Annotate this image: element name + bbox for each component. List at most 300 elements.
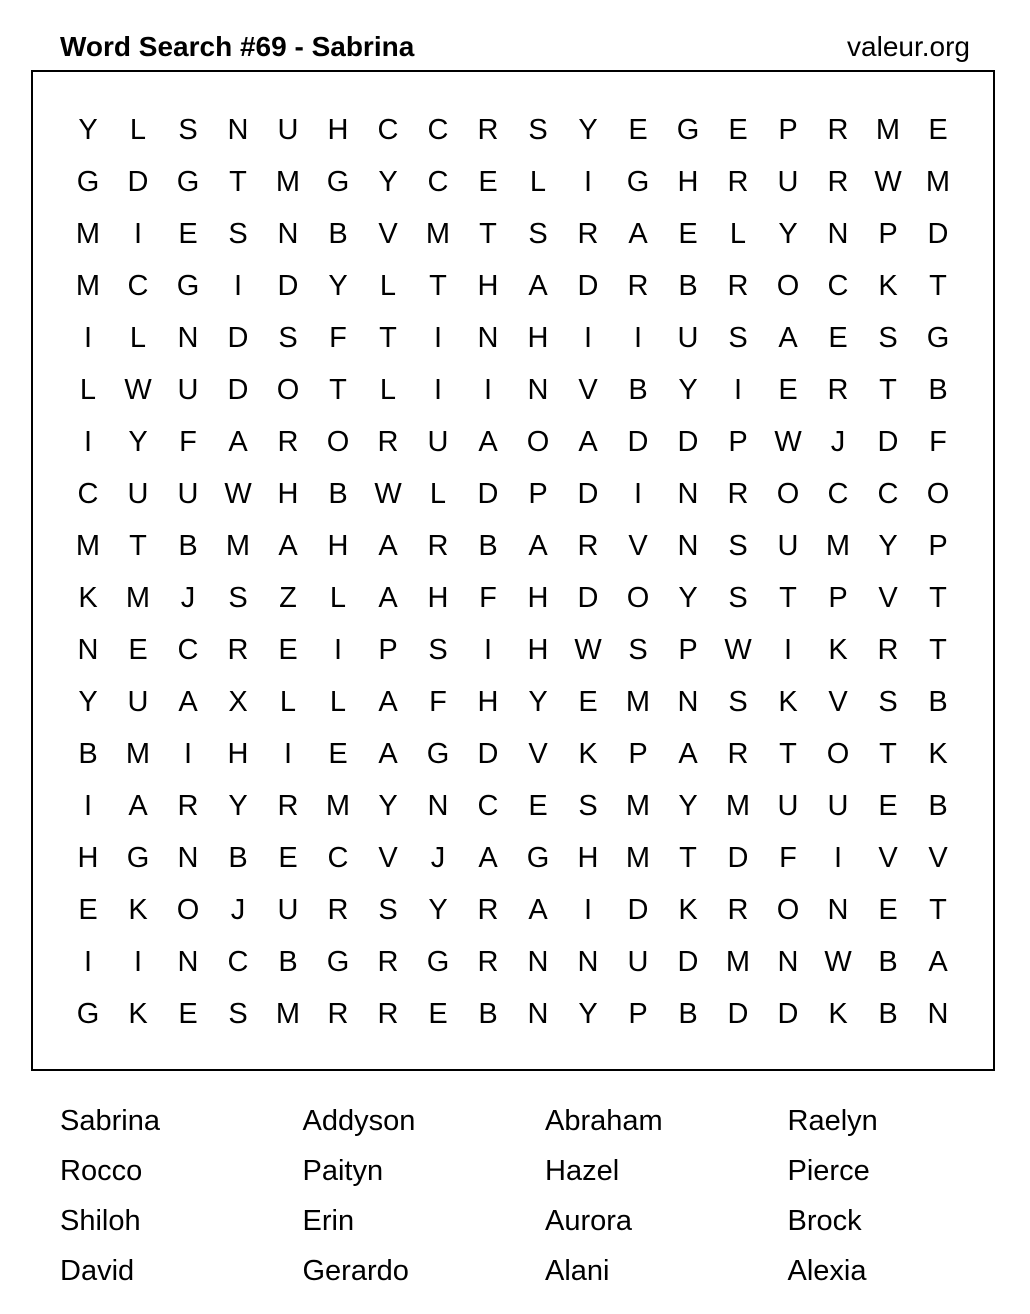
grid-letter[interactable]: H [427, 582, 449, 614]
grid-letter[interactable]: H [477, 686, 499, 718]
grid-letter[interactable]: R [827, 374, 849, 406]
grid-letter[interactable]: N [277, 218, 299, 250]
grid-letter[interactable]: T [879, 738, 897, 770]
grid-letter[interactable]: P [528, 478, 548, 510]
grid-letter[interactable]: X [228, 686, 248, 718]
grid-letter[interactable]: B [878, 998, 898, 1030]
grid-letter[interactable]: T [929, 270, 947, 302]
grid-letter[interactable]: U [777, 790, 799, 822]
grid-letter[interactable]: A [578, 426, 598, 458]
grid-letter[interactable]: M [825, 530, 851, 562]
grid-letter[interactable]: E [178, 218, 198, 250]
grid-letter[interactable]: A [478, 426, 498, 458]
grid-letter[interactable]: P [828, 582, 848, 614]
grid-letter[interactable]: G [426, 738, 450, 770]
grid-letter[interactable]: Y [878, 530, 898, 562]
grid-letter[interactable]: I [133, 946, 143, 978]
grid-letter[interactable]: Y [678, 374, 698, 406]
grid-letter[interactable]: R [727, 478, 749, 510]
grid-letter[interactable]: D [227, 322, 249, 354]
grid-letter[interactable]: B [228, 842, 248, 874]
grid-letter[interactable]: I [183, 738, 193, 770]
grid-letter[interactable]: V [378, 218, 398, 250]
grid-letter[interactable]: M [725, 946, 751, 978]
grid-letter[interactable]: I [483, 634, 493, 666]
grid-letter[interactable]: P [778, 114, 798, 146]
grid-letter[interactable]: C [127, 270, 149, 302]
grid-letter[interactable]: R [277, 426, 299, 458]
grid-letter[interactable]: B [928, 686, 948, 718]
grid-letter[interactable]: D [927, 218, 949, 250]
grid-letter[interactable]: I [483, 374, 493, 406]
grid-letter[interactable]: C [827, 270, 849, 302]
grid-letter[interactable]: C [177, 634, 199, 666]
grid-letter[interactable]: K [928, 738, 948, 770]
grid-letter[interactable]: B [878, 946, 898, 978]
grid-letter[interactable]: V [378, 842, 398, 874]
grid-letter[interactable]: S [378, 894, 398, 926]
grid-letter[interactable]: R [827, 166, 849, 198]
grid-letter[interactable]: P [628, 738, 648, 770]
grid-letter[interactable]: S [528, 218, 548, 250]
grid-letter[interactable]: F [429, 686, 447, 718]
grid-letter[interactable]: U [777, 530, 799, 562]
grid-letter[interactable]: N [927, 998, 949, 1030]
grid-letter[interactable]: M [875, 114, 901, 146]
grid-letter[interactable]: I [433, 374, 443, 406]
grid-letter[interactable]: O [626, 582, 650, 614]
grid-letter[interactable]: T [129, 530, 147, 562]
grid-letter[interactable]: I [833, 842, 843, 874]
grid-letter[interactable]: F [479, 582, 497, 614]
grid-letter[interactable]: A [528, 270, 548, 302]
grid-letter[interactable]: E [428, 998, 448, 1030]
grid-letter[interactable]: D [677, 946, 699, 978]
grid-letter[interactable]: P [678, 634, 698, 666]
grid-letter[interactable]: D [727, 998, 749, 1030]
grid-letter[interactable]: H [277, 478, 299, 510]
grid-letter[interactable]: I [83, 790, 93, 822]
grid-letter[interactable]: M [275, 998, 301, 1030]
grid-letter[interactable]: R [377, 946, 399, 978]
grid-letter[interactable]: Y [578, 998, 598, 1030]
grid-letter[interactable]: Y [778, 218, 798, 250]
grid-letter[interactable]: E [278, 634, 298, 666]
grid-letter[interactable]: D [577, 478, 599, 510]
grid-letter[interactable]: V [928, 842, 948, 874]
grid-letter[interactable]: V [828, 686, 848, 718]
grid-letter[interactable]: B [928, 374, 948, 406]
grid-letter[interactable]: Y [378, 790, 398, 822]
grid-letter[interactable]: S [178, 114, 198, 146]
grid-letter[interactable]: T [779, 738, 797, 770]
grid-letter[interactable]: L [129, 114, 147, 146]
grid-letter[interactable]: E [878, 790, 898, 822]
grid-letter[interactable]: N [677, 478, 699, 510]
grid-letter[interactable]: N [177, 946, 199, 978]
grid-letter[interactable]: O [526, 426, 550, 458]
grid-letter[interactable]: E [528, 790, 548, 822]
grid-letter[interactable]: N [527, 998, 549, 1030]
grid-letter[interactable]: A [378, 686, 398, 718]
grid-letter[interactable]: N [177, 842, 199, 874]
grid-letter[interactable]: T [929, 634, 947, 666]
grid-letter[interactable]: R [727, 270, 749, 302]
grid-letter[interactable]: O [776, 894, 800, 926]
grid-letter[interactable]: M [925, 166, 951, 198]
grid-letter[interactable]: K [678, 894, 698, 926]
grid-letter[interactable]: G [926, 322, 950, 354]
grid-letter[interactable]: H [527, 582, 549, 614]
grid-letter[interactable]: Y [428, 894, 448, 926]
grid-letter[interactable]: G [526, 842, 550, 874]
grid-letter[interactable]: C [427, 166, 449, 198]
grid-letter[interactable]: M [625, 842, 651, 874]
grid-letter[interactable]: M [275, 166, 301, 198]
grid-letter[interactable]: R [277, 790, 299, 822]
grid-letter[interactable]: J [230, 894, 246, 926]
grid-letter[interactable]: B [678, 998, 698, 1030]
grid-letter[interactable]: U [277, 114, 299, 146]
grid-letter[interactable]: J [180, 582, 196, 614]
grid-letter[interactable]: A [478, 842, 498, 874]
grid-letter[interactable]: E [128, 634, 148, 666]
grid-letter[interactable]: W [124, 374, 152, 406]
grid-letter[interactable]: I [783, 634, 793, 666]
grid-letter[interactable]: I [733, 374, 743, 406]
grid-letter[interactable]: S [228, 582, 248, 614]
grid-letter[interactable]: O [176, 894, 200, 926]
grid-letter[interactable]: L [429, 478, 447, 510]
grid-letter[interactable]: Y [678, 790, 698, 822]
grid-letter[interactable]: U [127, 478, 149, 510]
grid-letter[interactable]: R [577, 218, 599, 250]
grid-letter[interactable]: W [724, 634, 752, 666]
grid-letter[interactable]: L [79, 374, 97, 406]
grid-letter[interactable]: U [677, 322, 699, 354]
grid-letter[interactable]: D [627, 426, 649, 458]
grid-letter[interactable]: F [179, 426, 197, 458]
grid-letter[interactable]: O [776, 478, 800, 510]
grid-letter[interactable]: B [278, 946, 298, 978]
grid-letter[interactable]: S [228, 218, 248, 250]
grid-letter[interactable]: I [433, 322, 443, 354]
grid-letter[interactable]: F [779, 842, 797, 874]
grid-letter[interactable]: E [878, 894, 898, 926]
grid-letter[interactable]: T [879, 374, 897, 406]
grid-letter[interactable]: T [679, 842, 697, 874]
grid-letter[interactable]: L [529, 166, 547, 198]
grid-letter[interactable]: D [477, 478, 499, 510]
grid-letter[interactable]: G [126, 842, 150, 874]
grid-letter[interactable]: L [379, 270, 397, 302]
grid-letter[interactable]: P [928, 530, 948, 562]
grid-letter[interactable]: H [527, 634, 549, 666]
grid-letter[interactable]: A [378, 582, 398, 614]
grid-letter[interactable]: M [125, 738, 151, 770]
grid-letter[interactable]: N [677, 686, 699, 718]
grid-letter[interactable]: D [477, 738, 499, 770]
grid-letter[interactable]: N [77, 634, 99, 666]
grid-letter[interactable]: E [478, 166, 498, 198]
grid-letter[interactable]: L [279, 686, 297, 718]
grid-letter[interactable]: F [329, 322, 347, 354]
grid-letter[interactable]: M [625, 686, 651, 718]
grid-letter[interactable]: P [628, 998, 648, 1030]
grid-letter[interactable]: B [628, 374, 648, 406]
grid-letter[interactable]: A [178, 686, 198, 718]
grid-letter[interactable]: M [625, 790, 651, 822]
grid-letter[interactable]: A [528, 894, 548, 926]
grid-letter[interactable]: B [928, 790, 948, 822]
grid-letter[interactable]: G [176, 166, 200, 198]
grid-letter[interactable]: G [676, 114, 700, 146]
grid-letter[interactable]: H [477, 270, 499, 302]
grid-letter[interactable]: Y [128, 426, 148, 458]
grid-letter[interactable]: C [877, 478, 899, 510]
grid-letter[interactable]: U [277, 894, 299, 926]
grid-letter[interactable]: T [929, 582, 947, 614]
grid-letter[interactable]: I [633, 478, 643, 510]
grid-letter[interactable]: A [928, 946, 948, 978]
grid-letter[interactable]: J [430, 842, 446, 874]
grid-letter[interactable]: C [827, 478, 849, 510]
grid-letter[interactable]: W [874, 166, 902, 198]
grid-letter[interactable]: T [229, 166, 247, 198]
grid-letter[interactable]: N [477, 322, 499, 354]
grid-letter[interactable]: N [527, 374, 549, 406]
grid-letter[interactable]: U [777, 166, 799, 198]
grid-letter[interactable]: D [777, 998, 799, 1030]
grid-letter[interactable]: U [427, 426, 449, 458]
grid-letter[interactable]: V [578, 374, 598, 406]
grid-letter[interactable]: D [577, 270, 599, 302]
grid-letter[interactable]: V [878, 842, 898, 874]
grid-letter[interactable]: I [333, 634, 343, 666]
grid-letter[interactable]: S [728, 530, 748, 562]
grid-letter[interactable]: W [574, 634, 602, 666]
grid-letter[interactable]: K [828, 998, 848, 1030]
grid-letter[interactable]: D [877, 426, 899, 458]
grid-letter[interactable]: R [827, 114, 849, 146]
grid-letter[interactable]: B [328, 218, 348, 250]
grid-letter[interactable]: D [577, 582, 599, 614]
grid-letter[interactable]: H [327, 114, 349, 146]
grid-letter[interactable]: M [725, 790, 751, 822]
grid-letter[interactable]: H [577, 842, 599, 874]
grid-letter[interactable]: I [633, 322, 643, 354]
grid-letter[interactable]: M [225, 530, 251, 562]
grid-letter[interactable]: K [878, 270, 898, 302]
grid-letter[interactable]: N [827, 218, 849, 250]
grid-letter[interactable]: W [774, 426, 802, 458]
grid-letter[interactable]: S [878, 686, 898, 718]
grid-letter[interactable]: R [177, 790, 199, 822]
grid-letter[interactable]: N [177, 322, 199, 354]
grid-letter[interactable]: N [227, 114, 249, 146]
grid-letter[interactable]: R [377, 426, 399, 458]
grid-letter[interactable]: D [227, 374, 249, 406]
grid-letter[interactable]: N [527, 946, 549, 978]
grid-letter[interactable]: G [76, 166, 100, 198]
grid-letter[interactable]: C [227, 946, 249, 978]
grid-letter[interactable]: R [727, 166, 749, 198]
grid-letter[interactable]: R [327, 998, 349, 1030]
grid-letter[interactable]: E [178, 998, 198, 1030]
grid-letter[interactable]: F [929, 426, 947, 458]
grid-letter[interactable]: N [577, 946, 599, 978]
grid-letter[interactable]: S [578, 790, 598, 822]
grid-letter[interactable]: R [227, 634, 249, 666]
grid-letter[interactable]: S [228, 998, 248, 1030]
grid-letter[interactable]: A [528, 530, 548, 562]
grid-letter[interactable]: K [828, 634, 848, 666]
grid-letter[interactable]: T [479, 218, 497, 250]
grid-letter[interactable]: M [425, 218, 451, 250]
grid-letter[interactable]: S [528, 114, 548, 146]
grid-letter[interactable]: U [827, 790, 849, 822]
grid-letter[interactable]: C [377, 114, 399, 146]
grid-letter[interactable]: L [379, 374, 397, 406]
grid-letter[interactable]: I [83, 322, 93, 354]
grid-letter[interactable]: M [75, 270, 101, 302]
grid-letter[interactable]: E [78, 894, 98, 926]
grid-letter[interactable]: N [427, 790, 449, 822]
grid-letter[interactable]: O [926, 478, 950, 510]
grid-letter[interactable]: T [779, 582, 797, 614]
grid-letter[interactable]: L [329, 686, 347, 718]
grid-letter[interactable]: L [129, 322, 147, 354]
grid-letter[interactable]: B [478, 530, 498, 562]
grid-letter[interactable]: C [77, 478, 99, 510]
letter-grid[interactable] [63, 104, 963, 1040]
grid-letter[interactable]: S [878, 322, 898, 354]
grid-letter[interactable]: U [177, 374, 199, 406]
grid-letter[interactable]: I [283, 738, 293, 770]
grid-letter[interactable]: A [228, 426, 248, 458]
grid-letter[interactable]: I [133, 218, 143, 250]
grid-letter[interactable]: K [78, 582, 98, 614]
grid-letter[interactable]: E [278, 842, 298, 874]
grid-letter[interactable]: B [328, 478, 348, 510]
grid-letter[interactable]: O [326, 426, 350, 458]
grid-letter[interactable]: S [728, 686, 748, 718]
grid-letter[interactable]: A [778, 322, 798, 354]
grid-letter[interactable]: H [77, 842, 99, 874]
grid-letter[interactable]: S [628, 634, 648, 666]
grid-letter[interactable]: D [727, 842, 749, 874]
grid-letter[interactable]: I [583, 322, 593, 354]
grid-letter[interactable]: R [477, 114, 499, 146]
grid-letter[interactable]: R [427, 530, 449, 562]
grid-letter[interactable]: G [426, 946, 450, 978]
grid-letter[interactable]: O [776, 270, 800, 302]
grid-letter[interactable]: R [377, 998, 399, 1030]
grid-letter[interactable]: Y [328, 270, 348, 302]
grid-letter[interactable]: Y [578, 114, 598, 146]
grid-letter[interactable]: E [578, 686, 598, 718]
grid-letter[interactable]: Y [78, 114, 98, 146]
grid-letter[interactable]: O [826, 738, 850, 770]
grid-letter[interactable]: A [678, 738, 698, 770]
grid-letter[interactable]: R [727, 894, 749, 926]
grid-letter[interactable]: G [326, 946, 350, 978]
grid-letter[interactable]: I [233, 270, 243, 302]
grid-letter[interactable]: U [627, 946, 649, 978]
grid-letter[interactable]: I [583, 166, 593, 198]
grid-letter[interactable]: S [728, 582, 748, 614]
grid-letter[interactable]: U [127, 686, 149, 718]
grid-letter[interactable]: Y [228, 790, 248, 822]
grid-letter[interactable]: K [128, 998, 148, 1030]
grid-letter[interactable]: P [728, 426, 748, 458]
grid-letter[interactable]: H [327, 530, 349, 562]
grid-letter[interactable]: T [379, 322, 397, 354]
grid-letter[interactable]: Y [378, 166, 398, 198]
grid-letter[interactable]: S [728, 322, 748, 354]
grid-letter[interactable]: A [628, 218, 648, 250]
grid-letter[interactable]: N [777, 946, 799, 978]
grid-letter[interactable]: A [128, 790, 148, 822]
grid-letter[interactable]: N [827, 894, 849, 926]
grid-letter[interactable]: Z [279, 582, 297, 614]
grid-letter[interactable]: S [278, 322, 298, 354]
grid-letter[interactable]: I [83, 946, 93, 978]
grid-letter[interactable]: D [277, 270, 299, 302]
grid-letter[interactable]: T [429, 270, 447, 302]
grid-letter[interactable]: H [227, 738, 249, 770]
grid-letter[interactable]: R [877, 634, 899, 666]
grid-letter[interactable]: L [329, 582, 347, 614]
grid-letter[interactable]: H [677, 166, 699, 198]
grid-letter[interactable]: T [329, 374, 347, 406]
grid-letter[interactable]: B [178, 530, 198, 562]
grid-letter[interactable]: R [327, 894, 349, 926]
grid-letter[interactable]: D [627, 894, 649, 926]
grid-letter[interactable]: C [477, 790, 499, 822]
grid-letter[interactable]: G [76, 998, 100, 1030]
grid-letter[interactable]: K [578, 738, 598, 770]
grid-letter[interactable]: K [778, 686, 798, 718]
grid-letter[interactable]: E [728, 114, 748, 146]
grid-letter[interactable]: G [326, 166, 350, 198]
grid-letter[interactable]: R [727, 738, 749, 770]
grid-letter[interactable]: W [374, 478, 402, 510]
grid-letter[interactable]: W [224, 478, 252, 510]
grid-letter[interactable]: R [477, 946, 499, 978]
grid-letter[interactable]: E [328, 738, 348, 770]
grid-letter[interactable]: C [427, 114, 449, 146]
grid-letter[interactable]: A [278, 530, 298, 562]
grid-letter[interactable]: A [378, 530, 398, 562]
grid-letter[interactable]: E [628, 114, 648, 146]
grid-letter[interactable]: S [428, 634, 448, 666]
grid-letter[interactable]: G [176, 270, 200, 302]
grid-letter[interactable]: M [125, 582, 151, 614]
grid-letter[interactable]: M [75, 530, 101, 562]
grid-letter[interactable]: D [127, 166, 149, 198]
grid-letter[interactable]: Y [678, 582, 698, 614]
grid-letter[interactable]: M [325, 790, 351, 822]
grid-letter[interactable]: C [327, 842, 349, 874]
grid-letter[interactable]: D [677, 426, 699, 458]
grid-letter[interactable]: L [729, 218, 747, 250]
grid-letter[interactable]: I [83, 426, 93, 458]
grid-letter[interactable]: O [276, 374, 300, 406]
grid-letter[interactable]: R [577, 530, 599, 562]
grid-letter[interactable]: B [478, 998, 498, 1030]
grid-letter[interactable]: B [78, 738, 98, 770]
